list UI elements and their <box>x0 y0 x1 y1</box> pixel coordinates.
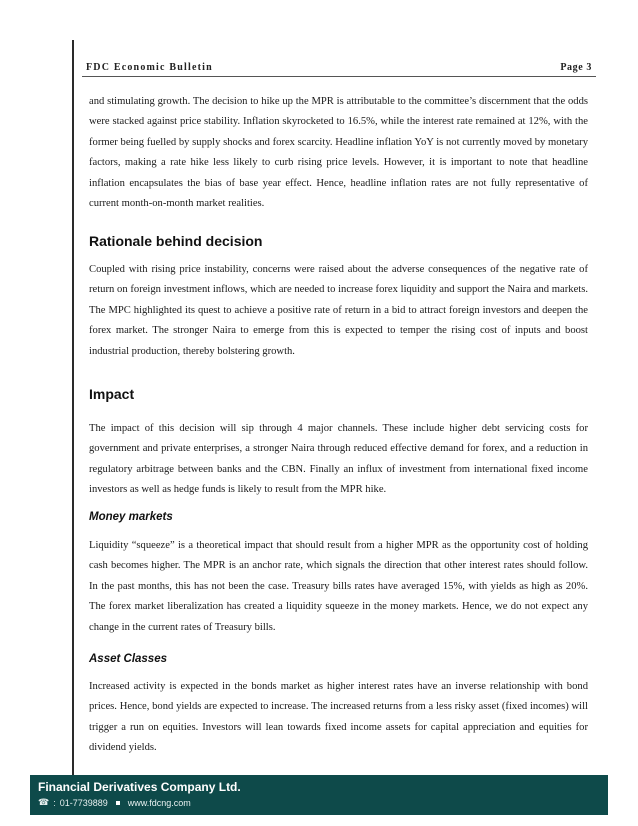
page-footer <box>30 775 608 815</box>
phone-prefix: : <box>53 797 56 808</box>
money-markets-paragraph: Liquidity “squeeze” is a theoretical impact that should result from a higher MPR as the opportunity cost of holding cash becomes higher. The MPR is an anchor rate, which signals the direction that other interest rates should follow. In the past months, this has not been the case. Treasury bills rates have averaged 15%, with yields as high as 20%. The forex market liberalization has created a liquidity squeeze in the money markets. Hence, we do not expect any change in the current rates of Treasury bills. <box>89 540 588 633</box>
company-name: Financial Derivatives Company Ltd. <box>38 780 241 794</box>
margin-rule <box>72 40 74 775</box>
website-link[interactable]: www.fdcng.com <box>127 797 191 808</box>
page-header <box>82 56 596 77</box>
phone-icon: ☎ <box>38 797 50 807</box>
rationale-heading: Rationale behind decision <box>89 233 263 249</box>
separator-square-icon <box>116 801 120 805</box>
impact-paragraph: The impact of this decision will sip through 4 major channels. These include higher debt servicing costs for government and private enterprises, a stronger Naira through reduced effective demand for forex, and a reduction in regulatory arbitrage between banks and the CBN. Finally an influx of investment from international fixed income investors as well as hedge funds is likely to result from the MPR hike. <box>89 423 588 496</box>
asset-classes-heading: Asset Classes <box>89 653 167 665</box>
money-markets-heading: Money markets <box>89 511 173 523</box>
contact-line <box>38 797 191 808</box>
asset-classes-paragraph: Increased activity is expected in the bonds market as higher interest rates have an inverse relationship with bond prices. Hence, bond yields are expected to increase. The increased returns from a less risky asset (fixed incomes) will trigger a run on equities. Investors will lean towards fixed income assets for capital appreciation and equities for dividend yields. <box>89 681 588 754</box>
phone-number: 01-7739889 <box>59 797 108 808</box>
impact-heading: Impact <box>89 386 135 402</box>
page-number: Page 3 <box>560 62 592 73</box>
rationale-paragraph: Coupled with rising price instability, concerns were raised about the adverse consequences of the negative rate of return on foreign investment inflows, which are needed to increase forex liquidity and support the Naira and markets. The MPC highlighted its quest to achieve a positive rate of return in a bid to attract foreign investors and deepen the forex market. The stronger Naira to emerge from this is expected to temper the rising cost of inputs and boost industrial production, thereby bolstering growth. <box>89 264 588 357</box>
intro-paragraph: and stimulating growth. The decision to hike up the MPR is attributable to the committee’s discernment that the odds were stacked against price stability. Inflation skyrocketed to 16.5%, while the interest rate remained at 12%, with the former being fuelled by supply shocks and forex scarcity. Headline inflation YoY is not currently moved by monetary factors, making a rate hike less likely to curb rising price levels. However, it is important to note that headline inflation encapsulates the bias of base year effect. Hence, headline inflation rates are not fully representative of current month-on-month market realities. <box>89 96 588 210</box>
bulletin-title: FDC Economic Bulletin <box>86 62 213 73</box>
